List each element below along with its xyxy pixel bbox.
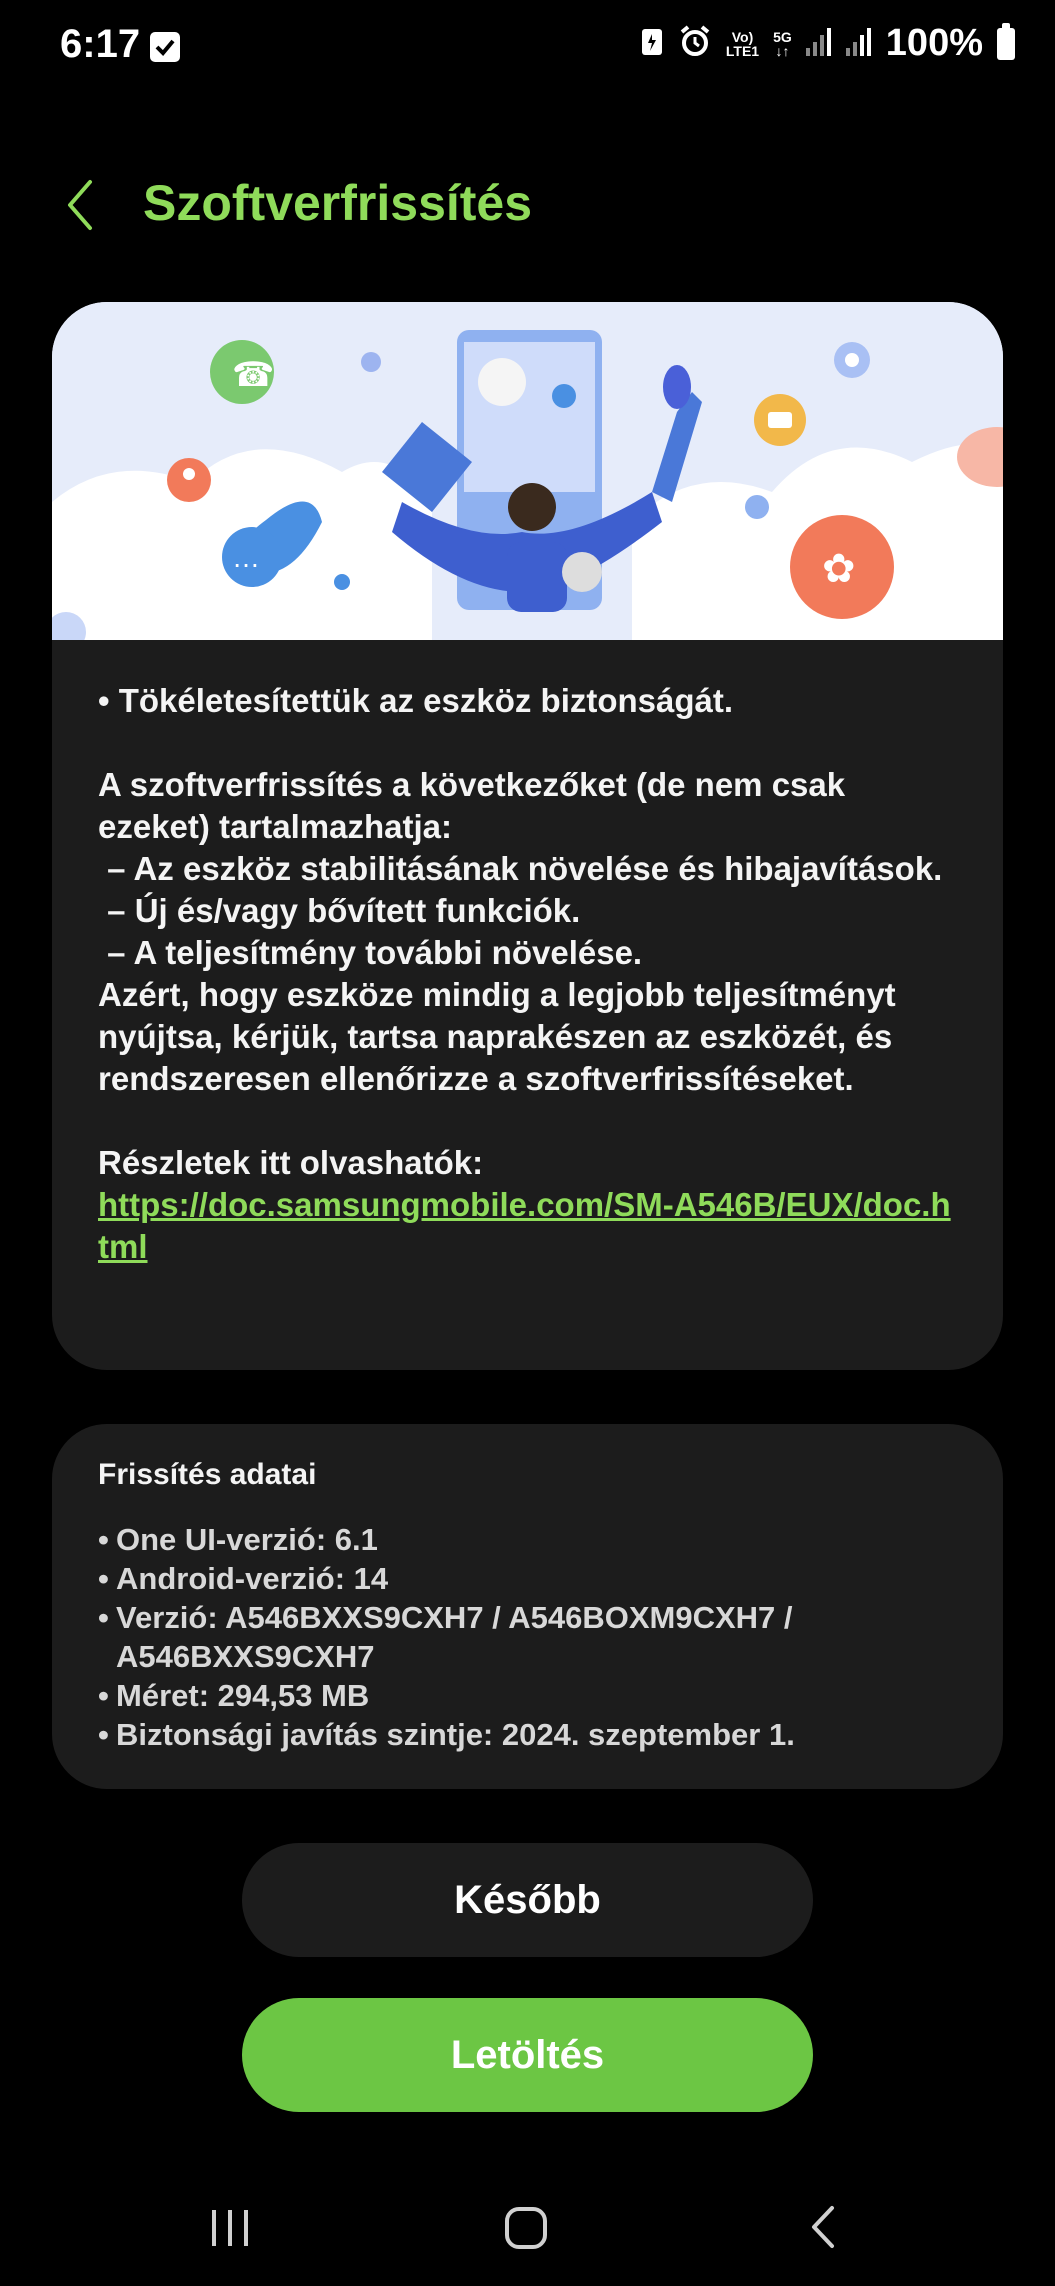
signal-icon-2 [846, 26, 872, 61]
nav-back-icon [806, 2202, 840, 2252]
notes-line-recommendation: Azért, hogy eszköze mindig a legjobb teljesítményt nyújtsa, kérjük, tartsa naprakészen az eszközét, és rendszeresen ellenőrizze a szoftverfrissítéseket. [98, 976, 896, 1097]
nav-back-button[interactable] [806, 2202, 840, 2257]
svg-text:✿: ✿ [822, 547, 856, 591]
details-title: Frissítés adatai [98, 1458, 317, 1491]
detail-text: Verzió: A546BXXS9CXH7 / A546BOXM9CXH7 / A546BXXS9CXH7 [116, 1600, 793, 1674]
volte-label: Vo) [731, 28, 754, 45]
details-list [98, 1520, 958, 1754]
home-icon [503, 2202, 549, 2252]
page-title: Szoftverfrissítés [143, 175, 533, 231]
detail-item-android: • Android-verzió: 14 [98, 1561, 389, 1596]
detail-item-version: • Verzió: A546BXXS9CXH7 / A546BOXM9CXH7 / A546BXXS9CXH7 [98, 1598, 958, 1676]
download-button[interactable]: Letöltés [242, 1998, 813, 2112]
battery-icon [997, 28, 1015, 60]
detail-item-security-patch: • Biztonsági javítás szintje: 2024. szeptember 1. [98, 1717, 795, 1752]
back-arrow-icon [58, 170, 108, 240]
battery-percentage: 100% [885, 22, 983, 64]
back-button[interactable] [58, 170, 108, 240]
detail-text: Android-verzió: 14 [116, 1561, 389, 1596]
detail-text: One UI-verzió: 6.1 [116, 1522, 378, 1557]
lte-label: LTE1 [725, 42, 760, 59]
battery-saver-icon [640, 25, 664, 62]
detail-item-oneui: • One UI-verzió: 6.1 [98, 1522, 378, 1557]
detail-item-size: • Méret: 294,53 MB [98, 1678, 370, 1713]
network-label: 5G [773, 28, 792, 45]
notes-line-performance: – A teljesítmény további növelése. [98, 934, 643, 971]
checkbox-notification-icon [150, 32, 180, 62]
release-notes-card [52, 302, 1003, 1370]
signal-icon-1 [806, 26, 832, 61]
recent-apps-icon [208, 2202, 252, 2252]
details-link[interactable]: https://doc.samsungmobile.com/SM-A546B/EUX/doc.html [98, 1186, 951, 1265]
svg-text:…: … [232, 542, 260, 573]
notes-line-features: – Új és/vagy bővített funkciók. [98, 892, 581, 929]
update-banner-illustration [52, 302, 1003, 640]
network-5g-icon [773, 30, 792, 58]
status-time: 6:17 [60, 22, 141, 66]
status-icons [640, 22, 1015, 65]
data-arrows-icon: ↓↑ [775, 42, 790, 59]
recent-apps-button[interactable] [208, 2202, 252, 2257]
notes-line-intro: A szoftverfrissítés a következőket (de nem csak ezeket) tartalmazhatja: [98, 766, 846, 845]
volte-icon [726, 30, 759, 58]
notes-details-label: Részletek itt olvashatók: [98, 1144, 484, 1181]
notes-line-security: • Tökéletesítettük az eszköz biztonságát. [98, 682, 734, 719]
update-details-card [52, 1424, 1003, 1789]
app-header [0, 160, 1055, 250]
detail-text: Méret: 294,53 MB [116, 1678, 370, 1713]
home-button[interactable] [503, 2202, 549, 2257]
detail-text: Biztonsági javítás szintje: 2024. szeptember 1. [116, 1717, 795, 1752]
notes-line-stability: – Az eszköz stabilitásának növelése és hibajavítások. [98, 850, 943, 887]
alarm-icon [678, 24, 712, 63]
navigation-bar [0, 2180, 1055, 2280]
svg-text:☎: ☎ [232, 356, 275, 394]
release-notes-text [52, 640, 1003, 1268]
later-button[interactable]: Később [242, 1843, 813, 1957]
status-bar [0, 0, 1055, 100]
